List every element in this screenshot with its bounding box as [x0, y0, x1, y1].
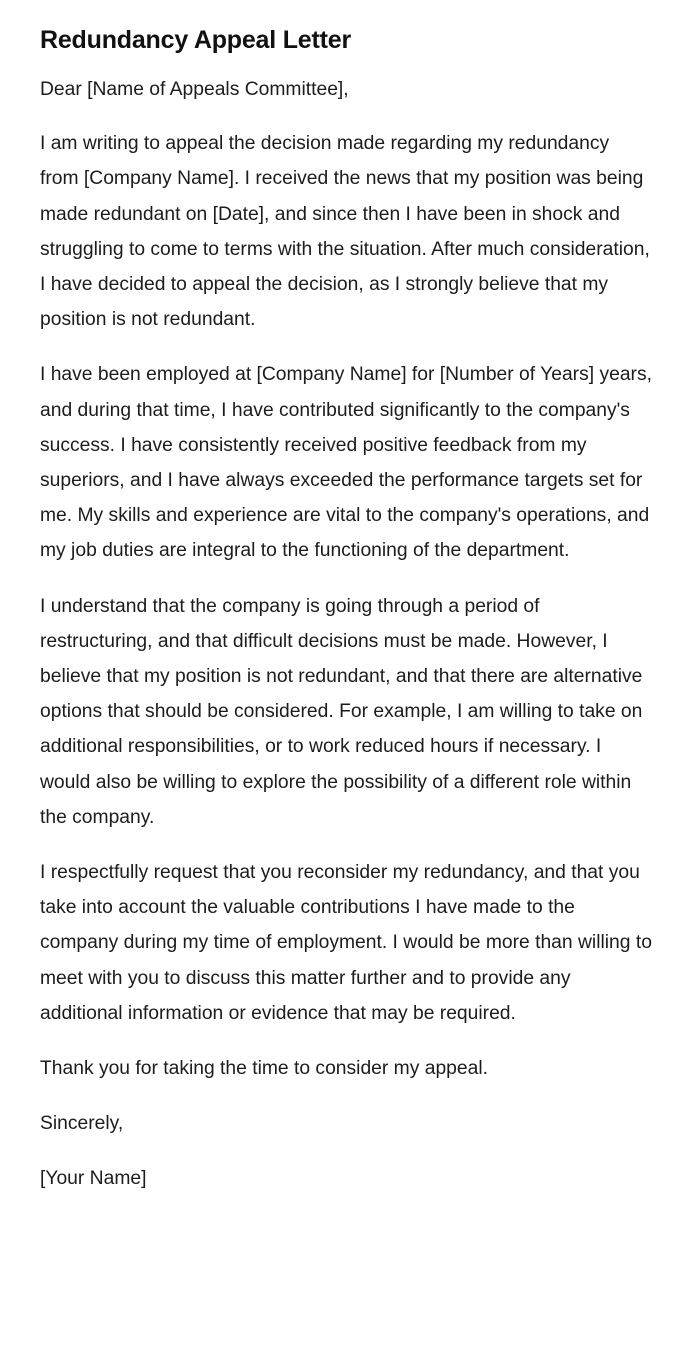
- closing-thanks: Thank you for taking the time to consider my appeal.: [40, 1058, 488, 1080]
- letter: [40, 22, 652, 1217]
- signature: [Your Name]: [40, 1168, 147, 1190]
- salutation: Dear [Name of Appeals Committee],: [40, 79, 349, 100]
- closing: Sincerely,: [40, 1113, 124, 1135]
- letter-title: Redundancy Appeal Letter: [40, 26, 351, 54]
- body-paragraph-1: I am writing to appeal the decision made regarding my redundancy from [Company Name]. I received the news that my position was being made redundant on [Date], and since then I have been in shock and struggling to come to terms with the situation. After much consideration, I have decided to appeal the decision, as I strongly believe that my position is not redundant.: [40, 133, 650, 331]
- body-paragraph-2: I have been employed at [Company Name] for [Number of Years] years, and during that time, I have contributed significantly to the company's success. I have consistently received positive feedback from my superiors, and I have always exceeded the performance targets set for me. My skills and experience are vital to the company's operations, and my job duties are integral to the functioning of the department.: [40, 364, 652, 562]
- body-paragraph-3: I understand that the company is going through a period of restructuring, and that difficult decisions must be made. However, I believe that my position is not redundant, and that there are alternative options that should be considered. For example, I am willing to take on additional responsibilities, or to work reduced hours if necessary. I would also be willing to explore the possibility of a different role within the company.: [40, 595, 643, 828]
- body-paragraph-4: I respectfully request that you reconsider my redundancy, and that you take into account the valuable contributions I have made to the company during my time of employment. I would be more than willing to meet with you to discuss this matter further and to provide any additional information or evidence that may be required.: [40, 862, 652, 1024]
